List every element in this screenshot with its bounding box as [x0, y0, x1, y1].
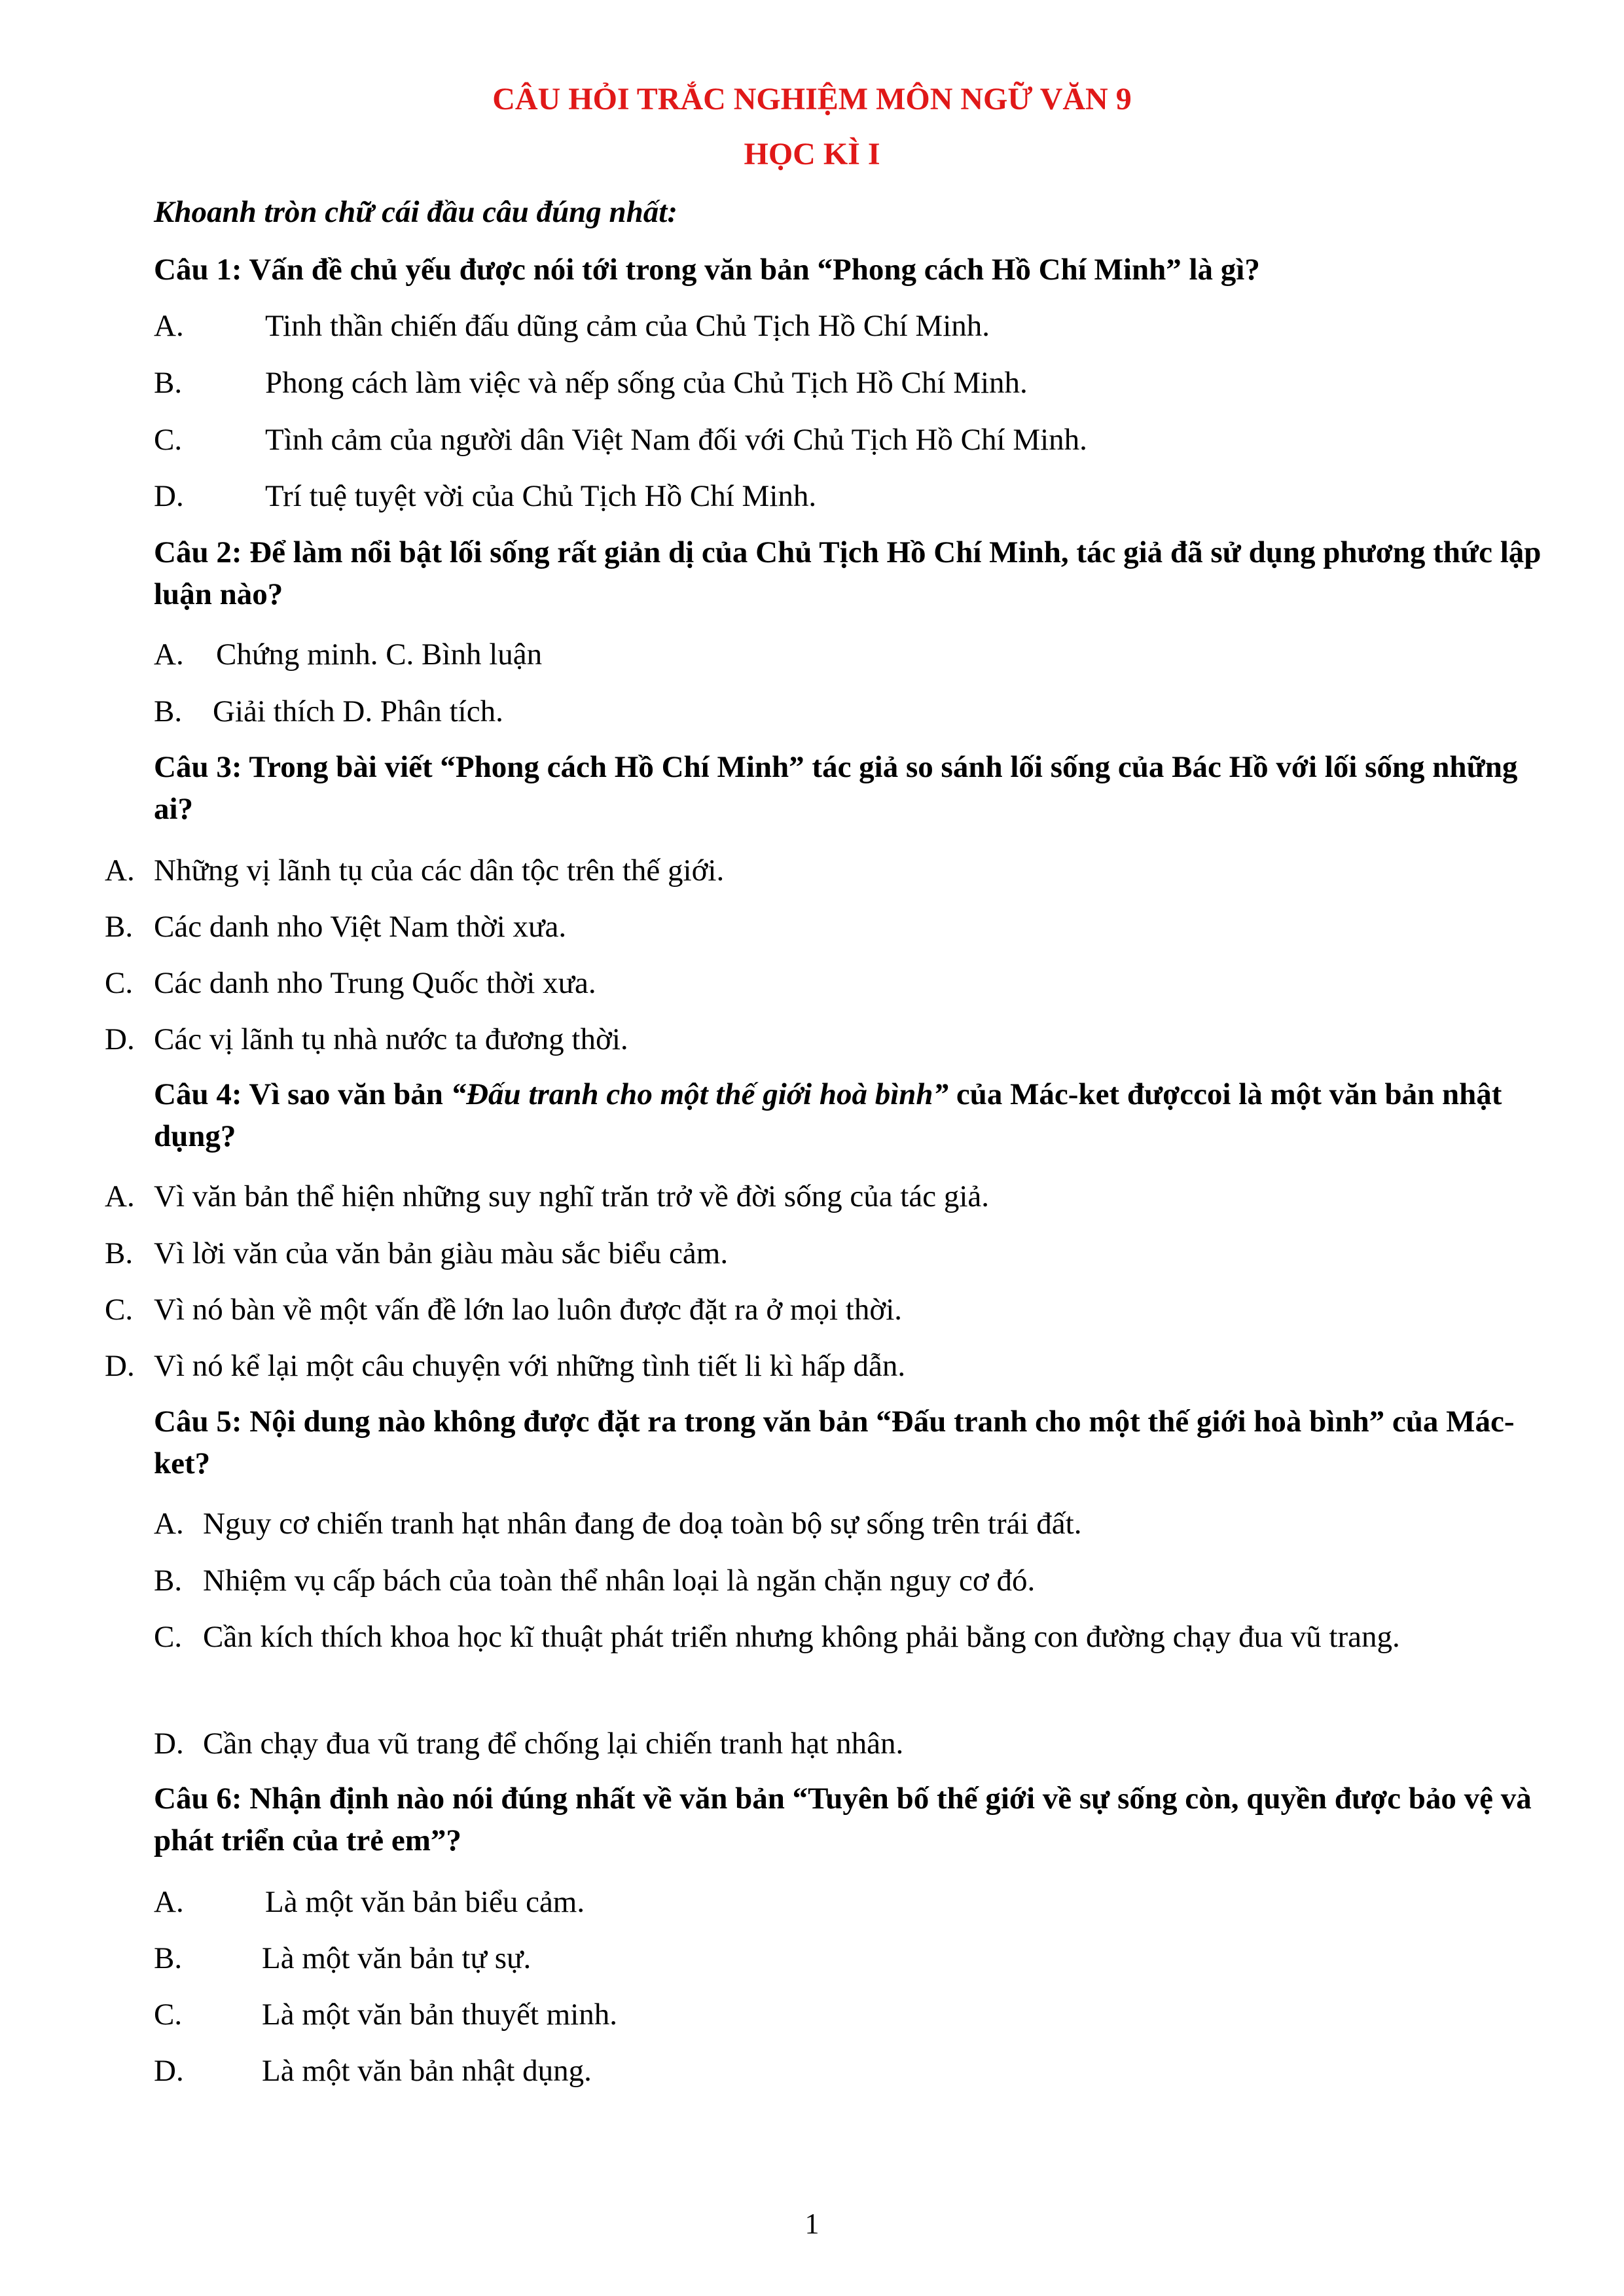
question-text: Nhận định nào nói đúng nhất về văn bản “Tuyên bố thế giới về sự sống còn, quyền được bảo vệ và phát triển của trẻ em”?	[154, 1782, 1532, 1857]
option-2b	[154, 693, 503, 730]
option-text: Tình cảm của người dân Việt Nam đối với Chủ Tịch Hồ Chí Minh.	[265, 423, 1087, 457]
option-1b	[154, 365, 1028, 401]
option-4d	[105, 1348, 905, 1384]
option-5d	[154, 1725, 903, 1762]
option-5c	[154, 1617, 1522, 1657]
option-4a	[105, 1178, 989, 1215]
doc-subtitle: HỌC KÌ I	[744, 137, 880, 171]
question-text: Vấn đề chủ yếu được nói tới trong văn bản “Phong cách Hồ Chí Minh” là gì?	[249, 253, 1260, 287]
option-3d	[105, 1021, 628, 1058]
option-letter: C.	[105, 1293, 134, 1327]
question-3	[154, 746, 1548, 830]
option-text: Cần kích thích khoa học kĩ thuật phát triển nhưng không phải bằng con đường chạy đua vũ trang.	[203, 1620, 1400, 1654]
option-text: Là một văn bản nhật dụng.	[262, 2054, 592, 2088]
option-text: Trí tuệ tuyệt vời của Chủ Tịch Hồ Chí Minh.	[265, 479, 817, 513]
option-text: Vì lời văn của văn bản giàu màu sắc biểu cảm.	[154, 1236, 729, 1270]
option-1d	[154, 478, 816, 514]
option-text: Các danh nho Trung Quốc thời xưa.	[154, 966, 596, 1000]
option-letter: A.	[154, 1507, 184, 1541]
option-6a	[154, 1884, 585, 1920]
option-letter: B.	[154, 1941, 183, 1975]
option-letter: A.	[154, 309, 184, 343]
option-letter: C.	[105, 966, 134, 1000]
option-letter: B.	[154, 366, 183, 400]
question-text: Nội dung nào không được đặt ra trong văn bản “Đấu tranh cho một thế giới hoà bình” của Mác-ket?	[154, 1405, 1515, 1480]
option-letter: C.	[154, 1998, 183, 2032]
option-text: Tinh thần chiến đấu dũng cảm của Chủ Tịch Hồ Chí Minh.	[265, 309, 990, 343]
question-label: Câu 6:	[154, 1782, 242, 1816]
option-letter: D.	[105, 1349, 135, 1383]
option-letter: B.	[105, 1236, 134, 1270]
question-text: Trong bài viết “Phong cách Hồ Chí Minh” tác giả so sánh lối sống của Bác Hồ với lối sống những ai?	[154, 750, 1518, 826]
page-number: 1	[804, 2208, 820, 2240]
option-letter: C.	[154, 423, 183, 457]
option-6d	[154, 2053, 592, 2089]
option-text: Là một văn bản biểu cảm.	[265, 1885, 585, 1919]
question-text: Vì sao văn bản	[249, 1077, 451, 1111]
option-letter: D.	[154, 1727, 184, 1761]
question-6	[154, 1778, 1548, 1861]
option-letter: B.	[154, 1564, 183, 1598]
option-3a	[105, 852, 724, 889]
question-label: Câu 4:	[154, 1077, 242, 1111]
option-letter: A.	[154, 1885, 184, 1919]
question-label: Câu 3:	[154, 750, 242, 784]
option-4b	[105, 1235, 728, 1272]
option-2a	[154, 636, 542, 673]
option-letter: A.	[154, 637, 184, 672]
option-letter: C.	[154, 1620, 183, 1654]
option-text: Phong cách làm việc và nếp sống của Chủ Tịch Hồ Chí Minh.	[265, 366, 1028, 400]
question-text-italic: “Đấu tranh cho một thế giới hoà bình”	[450, 1077, 949, 1111]
option-1c	[154, 422, 1087, 458]
question-label: Câu 1:	[154, 253, 242, 287]
doc-title: CÂU HỎI TRẮC NGHIỆM MÔN NGỮ VĂN 9	[492, 82, 1132, 117]
option-letter: D.	[154, 2054, 184, 2088]
question-4	[154, 1073, 1548, 1157]
option-text: Là một văn bản tự sự.	[262, 1941, 532, 1975]
instruction: Khoanh tròn chữ cái đầu câu đúng nhất:	[154, 195, 677, 229]
option-letter: A.	[105, 853, 135, 888]
option-3c	[105, 965, 596, 1001]
option-letter: D.	[154, 479, 184, 513]
option-text: Nhiệm vụ cấp bách của toàn thể nhân loại là ngăn chặn nguy cơ đó.	[203, 1564, 1036, 1598]
option-letter: B.	[105, 910, 134, 944]
option-4c	[105, 1291, 902, 1328]
option-letter: D.	[105, 1022, 135, 1056]
option-text: Các vị lãnh tụ nhà nước ta đương thời.	[154, 1022, 628, 1056]
option-text: Vì văn bản thể hiện những suy nghĩ trăn trở về đời sống của tác giả.	[154, 1179, 989, 1213]
option-1a	[154, 308, 990, 344]
option-text: Cần chạy đua vũ trang để chống lại chiến tranh hạt nhân.	[203, 1727, 904, 1761]
question-text: Để làm nổi bật lối sống rất giản dị của Chủ Tịch Hồ Chí Minh, tác giả đã sử dụng phương thức lập luận nào?	[154, 535, 1542, 611]
question-1	[154, 249, 1548, 291]
option-letter: B.	[154, 694, 183, 728]
option-5b	[154, 1562, 1035, 1599]
option-text: Vì nó bàn về một vấn đề lớn lao luôn được đặt ra ở mọi thời.	[154, 1293, 903, 1327]
question-text: của Mác-ket đượccoi là một văn bản nhật dụng?	[154, 1077, 1502, 1153]
option-text: Chứng minh. C. Bình luận	[216, 637, 543, 672]
option-text: Những vị lãnh tụ của các dân tộc trên thế giới.	[154, 853, 725, 888]
question-label: Câu 5:	[154, 1405, 242, 1439]
option-3b	[105, 908, 566, 945]
option-text: Các danh nho Việt Nam thời xưa.	[154, 910, 567, 944]
option-5a	[154, 1505, 1081, 1542]
question-label: Câu 2:	[154, 535, 242, 569]
option-text: Giải thích D. Phân tích.	[213, 694, 503, 728]
question-5	[154, 1401, 1548, 1484]
option-6b	[154, 1940, 531, 1977]
option-text: Nguy cơ chiến tranh hạt nhân đang đe doạ toàn bộ sự sống trên trái đất.	[203, 1507, 1082, 1541]
option-6c	[154, 1996, 617, 2033]
question-2	[154, 531, 1548, 615]
option-letter: A.	[105, 1179, 135, 1213]
option-text: Vì nó kể lại một câu chuyện với những tình tiết li kì hấp dẫn.	[154, 1349, 906, 1383]
option-text: Là một văn bản thuyết minh.	[262, 1998, 618, 2032]
